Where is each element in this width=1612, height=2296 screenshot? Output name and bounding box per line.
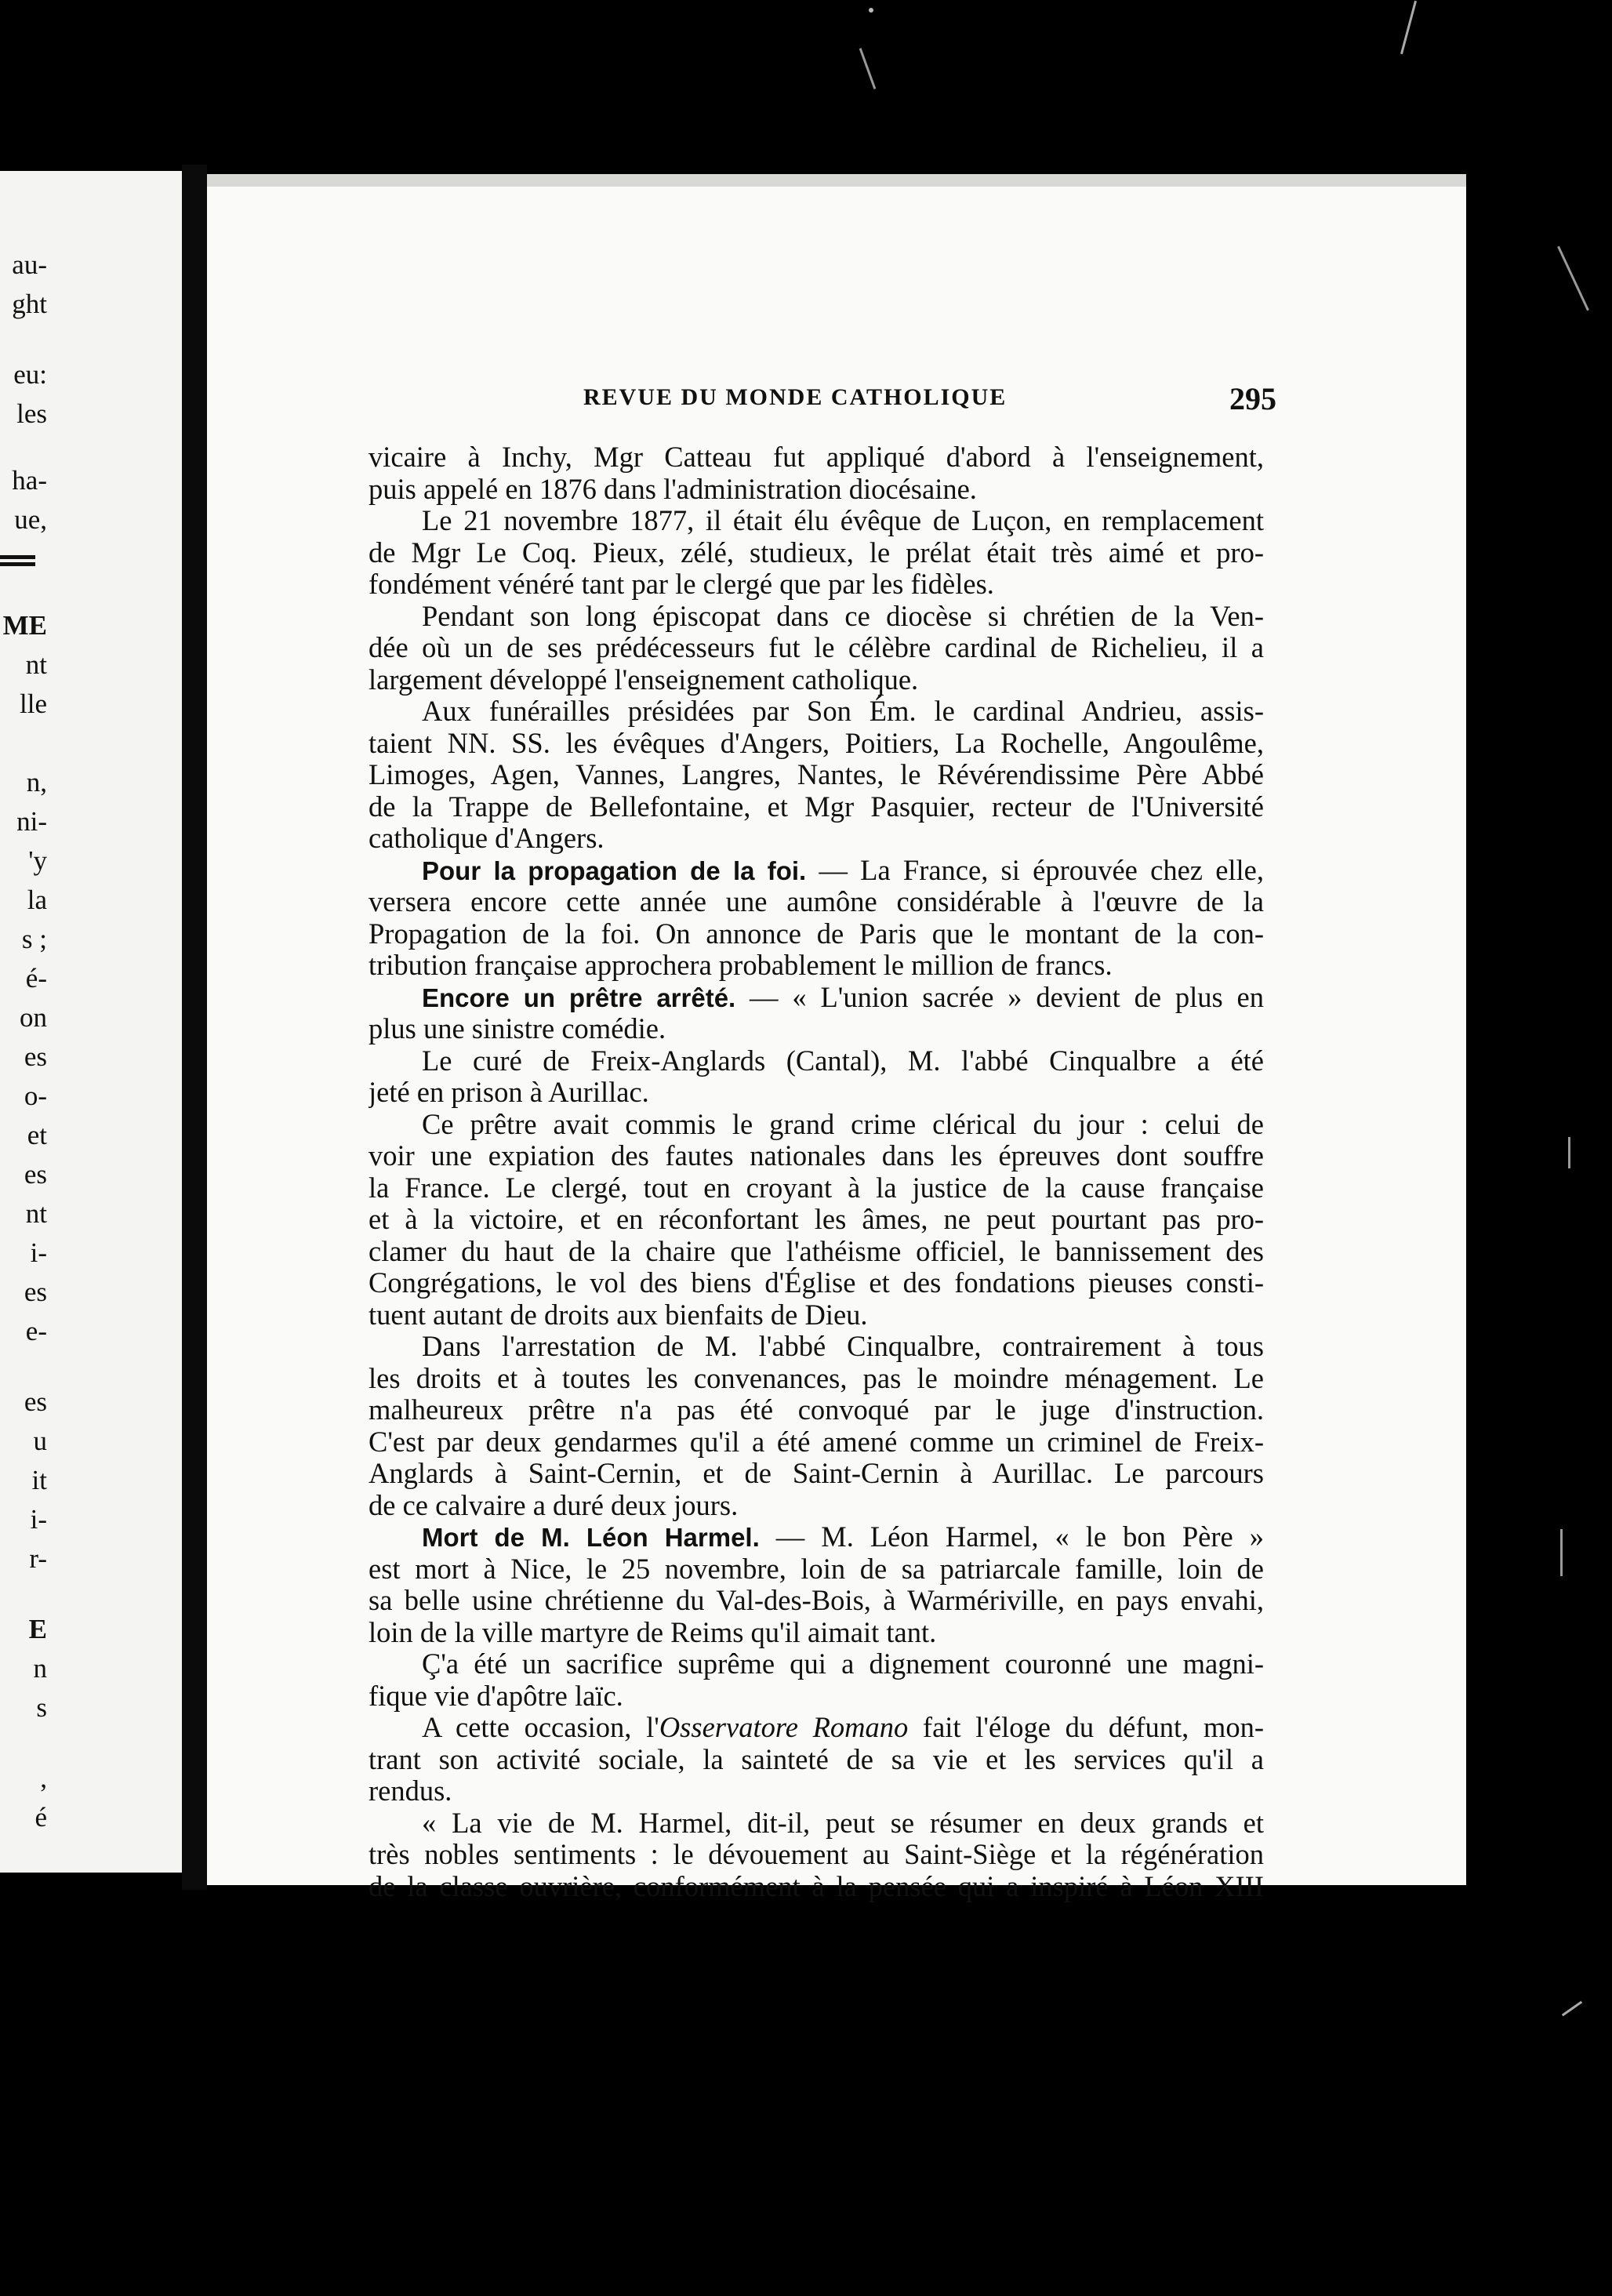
left-page-fragment: u (33, 1426, 47, 1456)
left-page-fragment: it (31, 1465, 47, 1495)
text-segment: trant son activité sociale, la sainteté de sa vie et les services qu'il a (369, 1743, 1264, 1775)
text-line (369, 791, 1264, 823)
text-segment: Propagation de la foi. On annonce de Paris que le montant de la con- (369, 917, 1264, 950)
text-segment: la France. Le clergé, tout en croyant à la justice de la cause française (369, 1172, 1264, 1204)
text-segment: fique vie d'apôtre laïc. (369, 1680, 623, 1712)
scan-hair (1568, 1137, 1570, 1168)
text-line (369, 1553, 1264, 1586)
text-segment: loin de la ville martyre de Reims qu'il aimait tant. (369, 1616, 937, 1648)
text-segment: — La France, si éprouvée chez elle, (806, 854, 1264, 886)
text-segment: Limoges, Agen, Vannes, Langres, Nantes, le Révérendissime Père Abbé (369, 759, 1264, 790)
text-segment: « La vie de M. Harmel, dit-il, peut se résumer en deux grands et (422, 1807, 1264, 1839)
text-segment: vicaire à Inchy, Mgr Catteau fut appliqué d'abord à l'enseignement, (369, 441, 1264, 473)
text-line (369, 1236, 1264, 1268)
left-page-fragment: s (36, 1692, 47, 1723)
text-line (369, 823, 1264, 855)
text-segment: — M. Léon Harmel, « le bon Père » (759, 1521, 1264, 1553)
left-page-fragment: la (27, 885, 47, 915)
text-line (369, 1839, 1264, 1871)
left-page-fragment: et (27, 1120, 47, 1150)
text-segment: dée où un de ses prédécesseurs fut le célèbre cardinal de Richelieu, il a (369, 632, 1264, 663)
text-line (369, 1267, 1264, 1299)
text-line (369, 537, 1264, 569)
left-page-fragment: ue, (14, 504, 47, 535)
text-segment: tribution française approchera probablement le million de francs. (369, 950, 1113, 981)
page-number: 295 (1229, 381, 1276, 416)
text-segment: Dans l'arrestation de M. l'abbé Cinqualbre, contrairement à tous (422, 1331, 1264, 1362)
text-line (369, 1712, 1264, 1744)
text-line (369, 569, 1264, 601)
body-text (369, 441, 1264, 1902)
left-page-fragment: ni- (16, 806, 47, 837)
section-heading: Mort de M. Léon Harmel. (422, 1523, 760, 1552)
text-line (369, 474, 1264, 506)
left-page-fragment: r- (29, 1543, 47, 1574)
text-line (369, 1458, 1264, 1490)
text-segment: — « L'union sacrée » devient de plus en (735, 981, 1264, 1013)
text-segment: malheureux prêtre n'a pas été convoqué par le juge d'instruction. (369, 1394, 1264, 1426)
previous-page-strip (0, 171, 182, 1873)
text-segment: et à la victoire, et en réconfortant les âmes, ne peut pourtant pas pro- (369, 1204, 1264, 1235)
text-line (369, 696, 1264, 728)
section-heading: Encore un prêtre arrêté. (422, 983, 736, 1012)
scan-hair (1400, 1, 1417, 54)
scan-hair (1560, 1529, 1563, 1576)
left-page-fragment: ght (12, 289, 47, 319)
text-segment: sa belle usine chrétienne du Val-des-Bois, à Warmériville, en pays envahi, (369, 1585, 1264, 1616)
text-line (369, 1871, 1264, 1903)
text-segment: les droits et à toutes les convenances, pas le moindre ménagement. Le (369, 1362, 1264, 1394)
text-line (369, 1140, 1264, 1172)
text-line (369, 1394, 1264, 1426)
text-line (369, 855, 1264, 887)
left-page-fragment: e- (25, 1316, 47, 1346)
left-page-fragment: au- (12, 249, 47, 280)
text-segment: Le curé de Freix-Anglards (Cantal), M. l'abbé Cinqualbre a été (422, 1044, 1264, 1077)
text-line (369, 1617, 1264, 1649)
section-heading: Pour la propagation de la foi. (422, 856, 807, 885)
text-line (369, 982, 1264, 1014)
text-segment: très nobles sentiments : le dévouement au Saint-Siège et la régénération (369, 1839, 1264, 1870)
text-segment: jeté en prison à Aurillac. (369, 1077, 649, 1108)
text-line (369, 1490, 1264, 1522)
text-line (369, 1172, 1264, 1204)
text-segment: versera encore cette année une aumône considérable à l'œuvre de la (369, 886, 1264, 917)
text-segment: largement développé l'enseignement catholique. (369, 663, 919, 696)
left-page-fragment: lle (20, 688, 47, 719)
text-segment: Ce prêtre avait commis le grand crime clérical du jour : celui de (422, 1108, 1264, 1140)
text-segment: clamer du haut de la chaire que l'athéisme officiel, le bannissement des (369, 1235, 1264, 1267)
text-line (369, 950, 1264, 982)
text-segment: catholique d'Angers. (369, 823, 604, 854)
text-line (369, 1744, 1264, 1776)
text-segment: A cette occasion, l' (422, 1712, 659, 1743)
text-line (369, 1109, 1264, 1141)
text-segment: de ce calvaire a duré deux jours. (369, 1489, 739, 1521)
text-segment: plus une sinistre comédie. (369, 1013, 666, 1044)
left-page-fragment: es (24, 1277, 47, 1307)
text-segment: Ç'a été un sacrifice suprême qui a dignement couronné une magni- (422, 1648, 1264, 1680)
italic-title: Osservatore Romano (659, 1712, 909, 1743)
left-page-fragment: , (40, 1763, 47, 1793)
text-segment: voir une expiation des fautes nationales dans les épreuves dont souffre (369, 1140, 1264, 1172)
text-segment: Aux funérailles présidées par Son Ém. le cardinal Andrieu, assis- (422, 696, 1264, 727)
text-line (369, 1585, 1264, 1617)
text-segment: rendus. (369, 1775, 452, 1807)
text-segment: puis appelé en 1876 dans l'administration diocésaine. (369, 473, 977, 505)
left-page-fragment: les (16, 398, 47, 429)
left-page-double-rule (0, 555, 35, 566)
left-page-fragment: s ; (21, 924, 47, 954)
left-page-fragment: es (24, 1041, 47, 1072)
text-line (369, 918, 1264, 950)
text-line (369, 505, 1264, 537)
left-page-fragment: eu: (13, 359, 47, 390)
left-page-fragment: é- (25, 963, 47, 994)
scan-hair (859, 48, 877, 89)
left-page-fragment: es (24, 1159, 47, 1190)
text-segment: Pendant son long épiscopat dans ce diocèse si chrétien de la Ven- (422, 600, 1264, 632)
left-page-fragment: ME (2, 610, 47, 641)
text-line (369, 1013, 1264, 1045)
scan-hair (1557, 246, 1589, 311)
left-page-fragment: n (33, 1653, 47, 1684)
left-page-fragment: es (24, 1386, 47, 1417)
text-segment: fait l'éloge du défunt, mon- (908, 1712, 1264, 1743)
text-segment: C'est par deux gendarmes qu'il a été amené comme un criminel de Freix- (369, 1426, 1264, 1458)
left-page-fragment: ha- (12, 465, 47, 496)
text-line (369, 601, 1264, 633)
left-page-fragment: i- (30, 1504, 47, 1535)
left-page-fragment: nt (25, 1198, 47, 1229)
left-page-fragment: i- (30, 1237, 47, 1268)
text-line (369, 1807, 1264, 1840)
left-page-fragment: o- (24, 1081, 47, 1111)
book-gutter (182, 165, 207, 1890)
text-line (369, 1045, 1264, 1077)
text-segment: tuent autant de droits aux bienfaits de Dieu. (369, 1299, 868, 1331)
left-page-fragment: E (28, 1614, 47, 1644)
text-segment: Anglards à Saint-Cernin, et de Saint-Cernin à Aurillac. Le parcours (369, 1458, 1264, 1489)
text-line (369, 1680, 1264, 1713)
text-line (369, 441, 1264, 474)
text-line (369, 1648, 1264, 1680)
text-segment: taient NN. SS. les évêques d'Angers, Poitiers, La Rochelle, Angoulême, (369, 727, 1264, 759)
text-segment: Congrégations, le vol des biens d'Église et des fondations pieuses consti- (369, 1267, 1264, 1299)
left-page-fragment: on (20, 1002, 47, 1033)
text-line (369, 1521, 1264, 1553)
scan-speck (869, 8, 873, 13)
left-page-fragment: 'y (28, 845, 47, 876)
text-line (369, 632, 1264, 664)
text-line (369, 886, 1264, 918)
left-page-fragment: é (34, 1802, 47, 1833)
left-page-fragment: nt (25, 649, 47, 680)
text-segment: Le 21 novembre 1877, il était élu évêque de Luçon, en remplacement (422, 505, 1264, 536)
text-line (369, 1204, 1264, 1236)
text-line (369, 1077, 1264, 1109)
text-line (369, 759, 1264, 791)
scan-hair (1562, 2001, 1582, 2017)
text-line (369, 1426, 1264, 1459)
text-segment: fondément vénéré tant par le clergé que par les fidèles. (369, 569, 994, 600)
text-line (369, 1331, 1264, 1363)
text-segment: de Mgr Le Coq. Pieux, zélé, studieux, le prélat était très aimé et pro- (369, 536, 1264, 569)
running-head: REVUE DU MONDE CATHOLIQUE (583, 384, 1008, 410)
text-line (369, 728, 1264, 760)
text-line (369, 1775, 1264, 1807)
text-line (369, 1363, 1264, 1395)
left-page-fragment: n, (26, 767, 47, 797)
text-line (369, 1299, 1264, 1331)
text-segment: de la classe ouvrière, conformément à la pensée qui a inspiré à Léon XIII (369, 1870, 1264, 1902)
text-line (369, 664, 1264, 696)
text-segment: de la Trappe de Bellefontaine, et Mgr Pasquier, recteur de l'Université (369, 790, 1264, 823)
text-segment: est mort à Nice, le 25 novembre, loin de sa patriarcale famille, loin de (369, 1553, 1264, 1585)
